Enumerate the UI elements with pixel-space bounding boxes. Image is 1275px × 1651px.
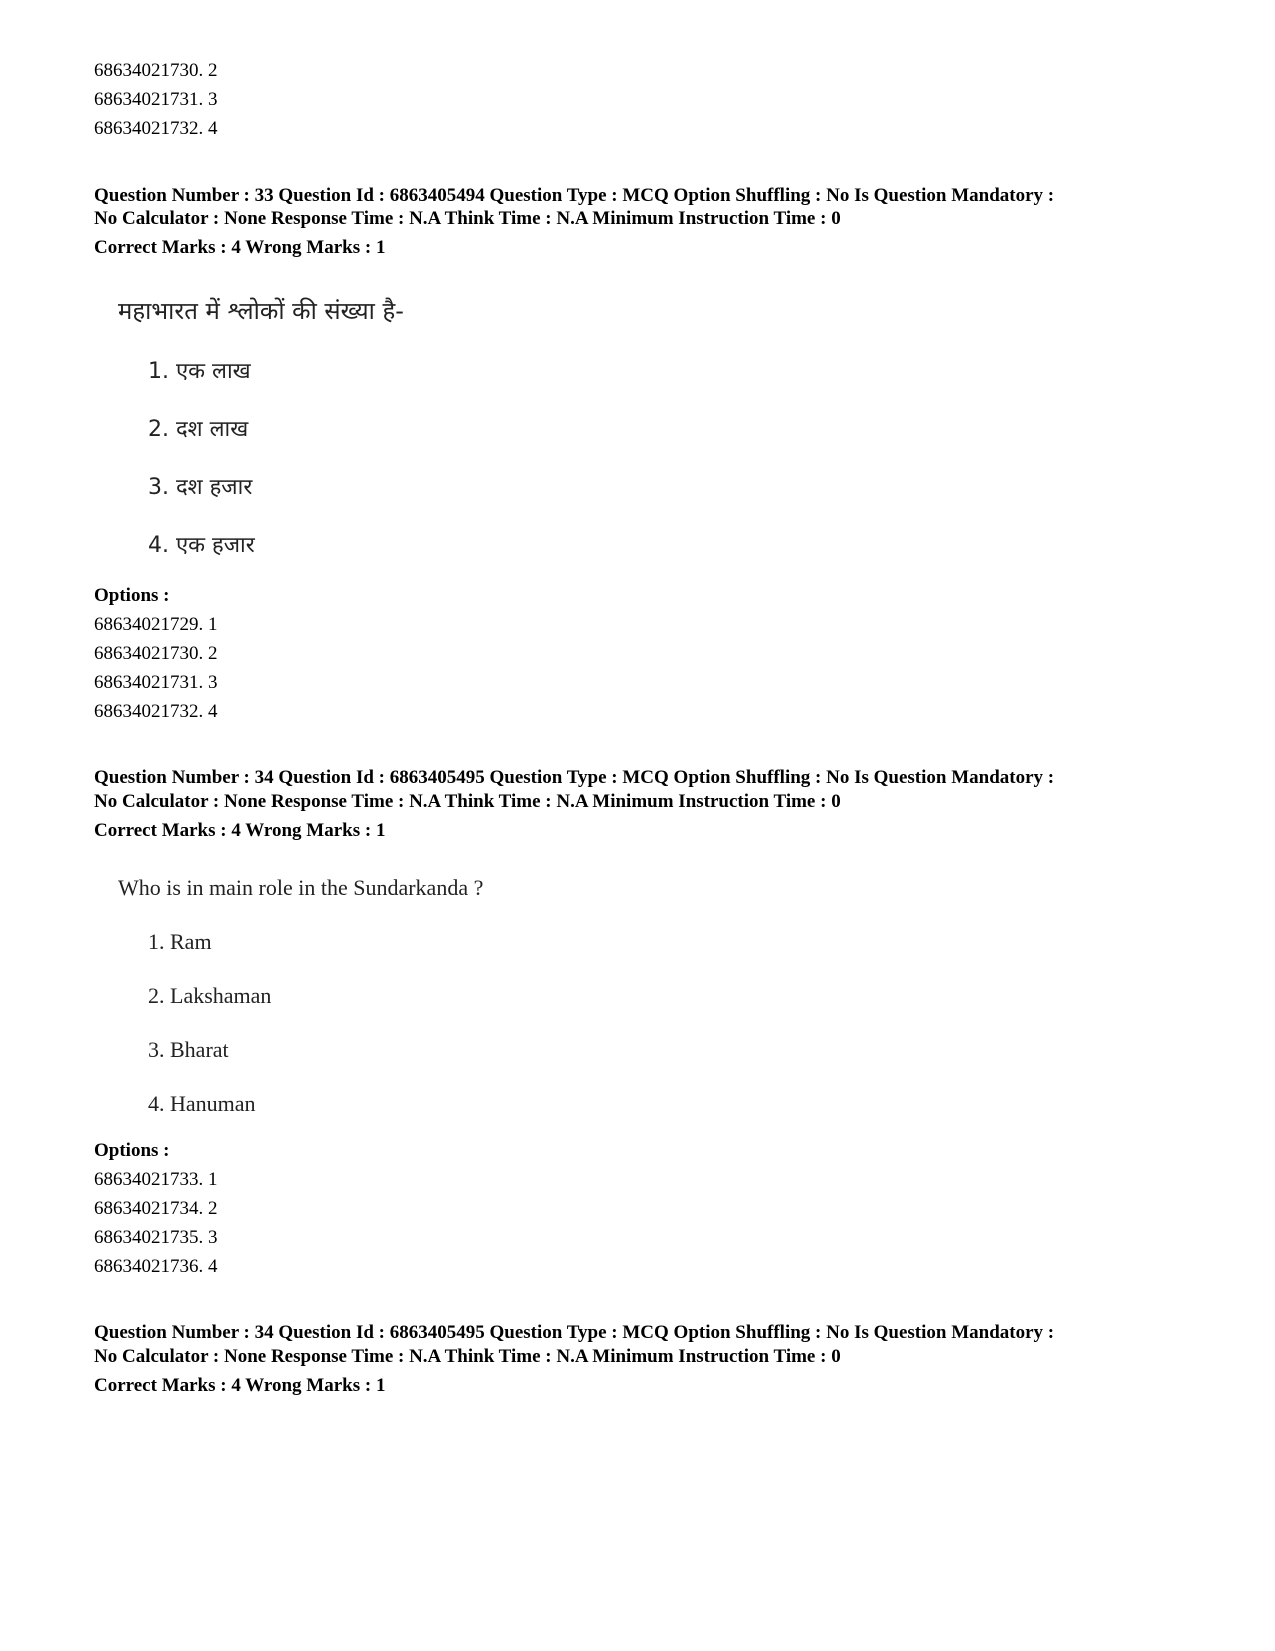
options-label: Options :	[94, 585, 170, 606]
question-text: महाभारत में श्लोकों की संख्या है-	[118, 297, 404, 325]
options-label: Options :	[94, 1140, 170, 1161]
question-marks: Correct Marks : 4 Wrong Marks : 1	[94, 1375, 386, 1396]
question-choice: 3. Bharat	[148, 1037, 229, 1062]
question-meta-line: No Calculator : None Response Time : N.A Think Time : N.A Minimum Instruction Time : 0	[94, 791, 841, 812]
option-id-line: 68634021730. 2	[94, 643, 218, 664]
question-marks: Correct Marks : 4 Wrong Marks : 1	[94, 237, 386, 258]
question-meta-line: Question Number : 34 Question Id : 6863405495 Question Type : MCQ Option Shuffling : No Is Question Mandatory :	[94, 767, 1055, 788]
option-id-line: 68634021732. 4	[94, 701, 218, 722]
question-meta-line: Question Number : 33 Question Id : 6863405494 Question Type : MCQ Option Shuffling : No Is Question Mandatory :	[94, 185, 1055, 206]
question-meta-line: Question Number : 34 Question Id : 6863405495 Question Type : MCQ Option Shuffling : No Is Question Mandatory :	[94, 1322, 1055, 1343]
question-choice: 4. एक हजार	[148, 533, 255, 558]
option-id-line: 68634021736. 4	[94, 1256, 218, 1277]
question-choice: 2. दश लाख	[148, 417, 249, 442]
question-meta-line: No Calculator : None Response Time : N.A Think Time : N.A Minimum Instruction Time : 0	[94, 208, 841, 229]
question-choice: 2. Lakshaman	[148, 983, 272, 1008]
option-id-line: 68634021730. 2	[94, 60, 218, 81]
option-id-line: 68634021731. 3	[94, 89, 218, 110]
question-marks: Correct Marks : 4 Wrong Marks : 1	[94, 820, 386, 841]
option-id-line: 68634021729. 1	[94, 614, 218, 635]
question-text: Who is in main role in the Sundarkanda ?	[118, 875, 484, 900]
question-choice: 1. एक लाख	[148, 359, 251, 384]
option-id-line: 68634021735. 3	[94, 1227, 218, 1248]
question-choice: 4. Hanuman	[148, 1091, 256, 1116]
question-meta-line: No Calculator : None Response Time : N.A Think Time : N.A Minimum Instruction Time : 0	[94, 1346, 841, 1367]
option-id-line: 68634021733. 1	[94, 1169, 218, 1190]
question-choice: 1. Ram	[148, 929, 212, 954]
option-id-line: 68634021732. 4	[94, 118, 218, 139]
option-id-line: 68634021734. 2	[94, 1198, 218, 1219]
option-id-line: 68634021731. 3	[94, 672, 218, 693]
question-choice: 3. दश हजार	[148, 475, 253, 500]
